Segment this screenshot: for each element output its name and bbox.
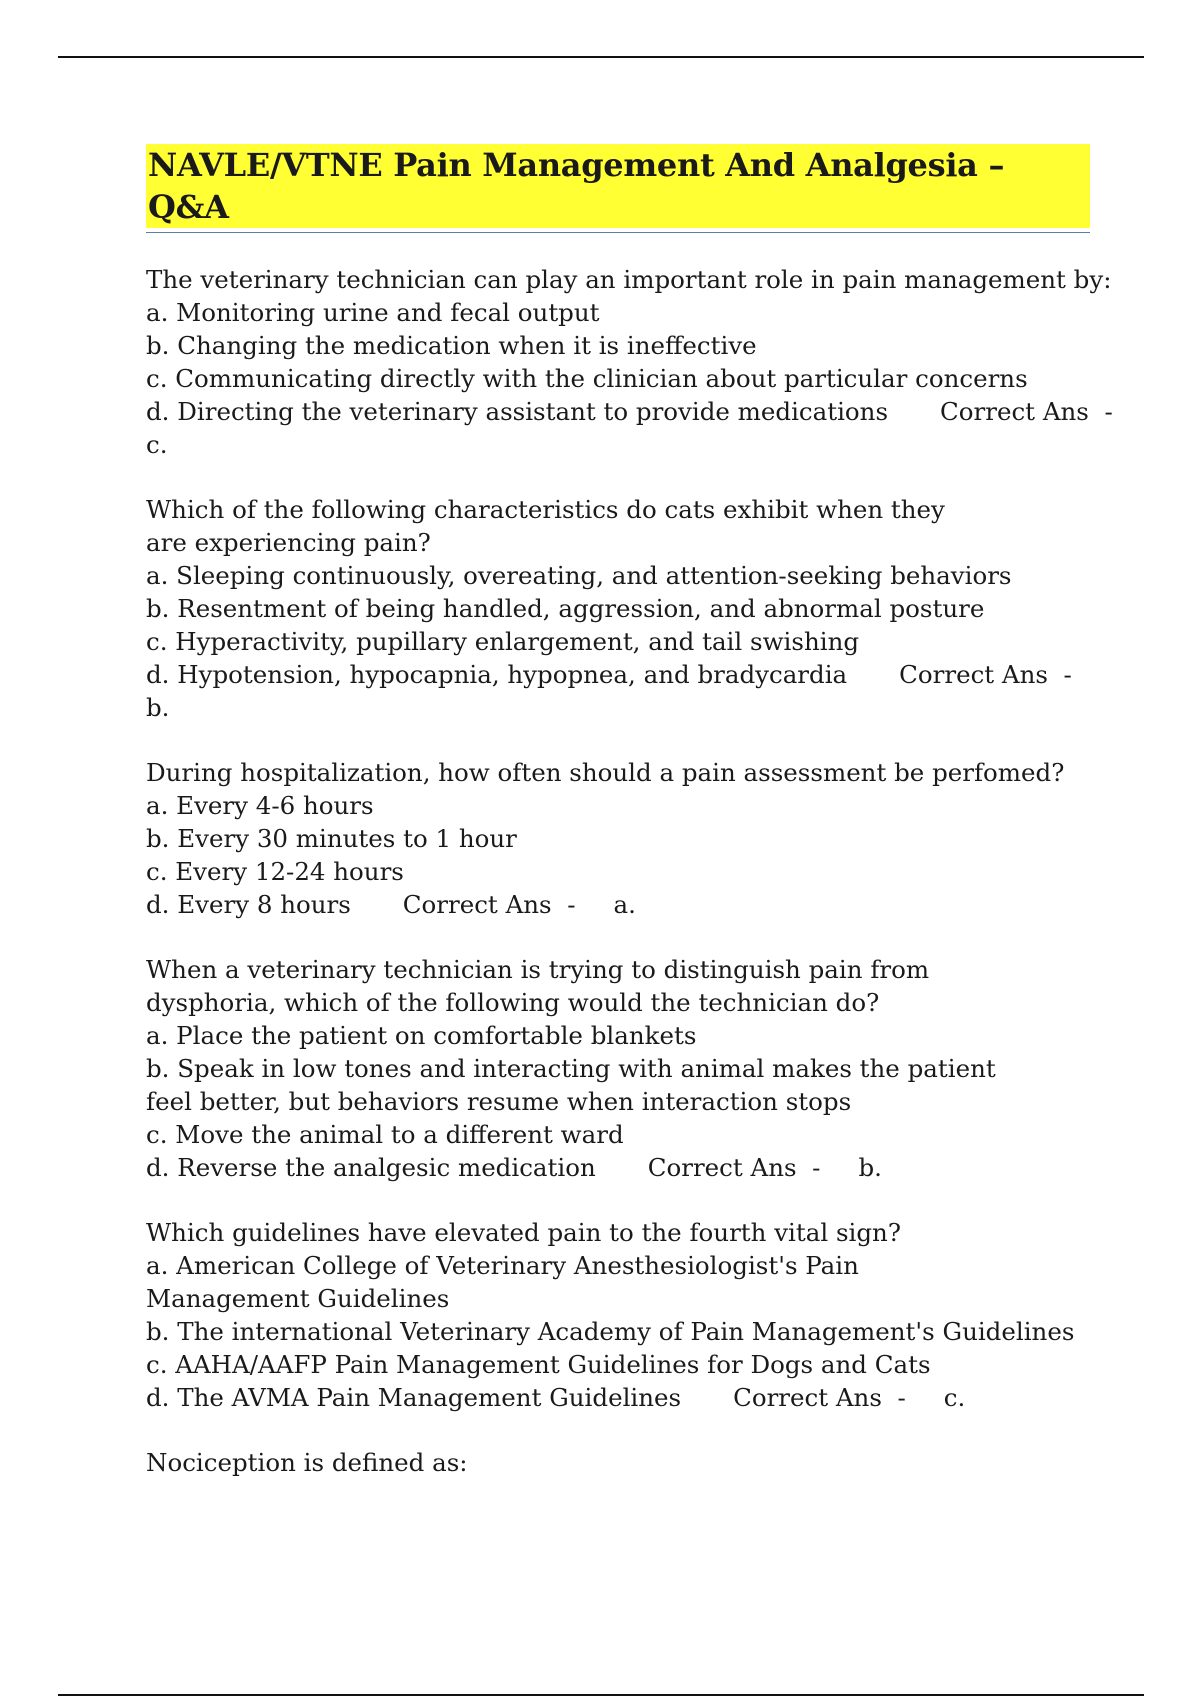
question-text: During hospitalization, how often should a pain assessment be perfomed?	[146, 758, 1065, 787]
option-a: a. Monitoring urine and fecal output	[146, 298, 600, 327]
answer-label: Correct Ans -	[733, 1383, 906, 1412]
question-block	[146, 756, 1090, 921]
question-text: Nociception is defined as:	[146, 1448, 468, 1477]
question-text: When a veterinary technician is trying to distinguish pain from dysphoria, which of the following would the technician do?	[146, 955, 930, 1017]
option-c: c. Every 12-24 hours	[146, 857, 404, 886]
header-rule	[58, 56, 1144, 58]
document-body	[146, 144, 1113, 1511]
option-c: c. AAHA/AAFP Pain Management Guidelines for Dogs and Cats	[146, 1350, 931, 1379]
answer-label: Correct Ans -	[899, 660, 1072, 689]
option-b: b. Resentment of being handled, aggression, and abnormal posture	[146, 594, 985, 623]
option-b: b. Changing the medication when it is ineffective	[146, 331, 757, 360]
option-d-row	[146, 1381, 1090, 1414]
answer-value: c.	[943, 1383, 966, 1412]
option-b: b. Speak in low tones and interacting with animal makes the patient feel better, but behaviors resume when interaction stops	[146, 1054, 996, 1116]
option-d: d. Directing the veterinary assistant to provide medications	[146, 397, 889, 426]
option-a: a. Sleeping continuously, overeating, and attention-seeking behaviors	[146, 561, 1012, 590]
option-a: a. American College of Veterinary Anesthesiologist's Pain Management Guidelines	[146, 1251, 859, 1313]
option-d-row	[146, 1151, 1090, 1184]
question-block	[146, 1446, 1090, 1479]
option-c: c. Communicating directly with the clinician about particular concerns	[146, 364, 1028, 393]
option-d-row	[146, 888, 1090, 921]
option-d: d. Every 8 hours	[146, 890, 351, 919]
answer-label: Correct Ans -	[940, 397, 1113, 426]
question-text: Which of the following characteristics do cats exhibit when they are experiencing pain?	[146, 495, 945, 557]
question-text: The veterinary technician can play an important role in pain management by:	[146, 265, 1112, 294]
option-d-row	[146, 395, 1113, 428]
question-text: Which guidelines have elevated pain to the fourth vital sign?	[146, 1218, 901, 1247]
option-b: b. Every 30 minutes to 1 hour	[146, 824, 517, 853]
question-block	[146, 953, 1090, 1184]
option-c: c. Move the animal to a different ward	[146, 1120, 624, 1149]
option-d-row	[146, 658, 1090, 691]
answer-value: b.	[858, 1153, 882, 1182]
answer-value: b.	[146, 693, 170, 722]
option-c: c. Hyperactivity, pupillary enlargement, and tail swishing	[146, 627, 860, 656]
option-a: a. Place the patient on comfortable blankets	[146, 1021, 697, 1050]
option-d: d. Hypotension, hypocapnia, hypopnea, and bradycardia	[146, 660, 848, 689]
question-block	[146, 263, 1113, 461]
option-b: b. The international Veterinary Academy of Pain Management's Guidelines	[146, 1317, 1075, 1346]
question-block	[146, 493, 1090, 724]
document-title: NAVLE/VTNE Pain Management And Analgesia – Q&A	[146, 144, 1090, 228]
option-d: d. Reverse the analgesic medication	[146, 1153, 596, 1182]
question-block	[146, 1216, 1090, 1414]
answer-value: a.	[613, 890, 636, 919]
answer-label: Correct Ans -	[402, 890, 576, 919]
title-block	[146, 144, 1090, 233]
footer-rule	[58, 1694, 1144, 1696]
option-a: a. Every 4-6 hours	[146, 791, 374, 820]
option-d: d. The AVMA Pain Management Guidelines	[146, 1383, 682, 1412]
answer-value: c.	[146, 430, 168, 459]
answer-label: Correct Ans -	[647, 1153, 821, 1182]
